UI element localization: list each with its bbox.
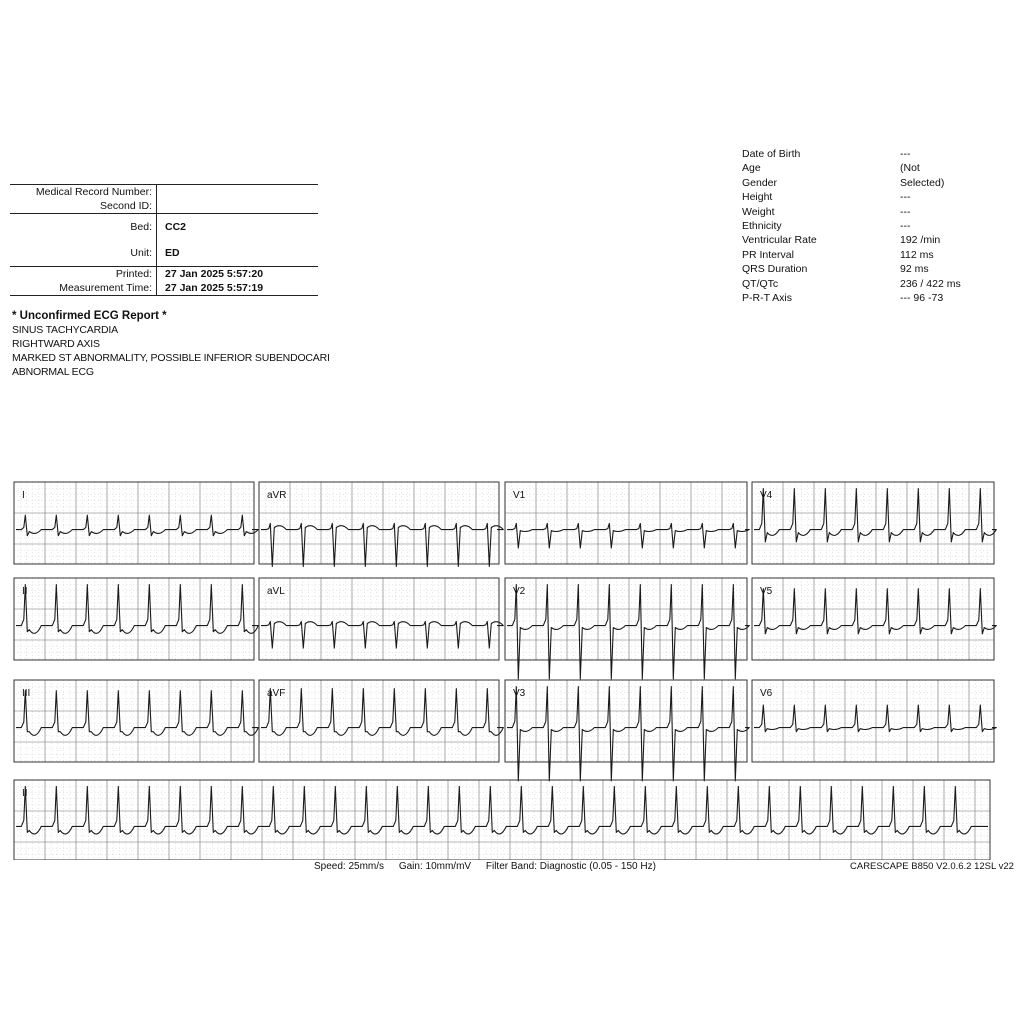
lead-panel-V1 xyxy=(505,482,749,564)
lead-label-V1: V1 xyxy=(513,490,526,501)
bed-value: CC2 xyxy=(165,221,187,233)
parameter-label: PR Interval xyxy=(742,248,794,261)
measurement-parameters xyxy=(742,148,982,306)
parameter-row xyxy=(742,191,982,205)
lead-label-V6: V6 xyxy=(760,688,773,699)
interpretation-line: SINUS TACHYCARDIA xyxy=(12,324,118,336)
parameter-value: --- xyxy=(900,219,911,232)
parameter-value: Selected) xyxy=(900,176,945,189)
parameter-row xyxy=(742,234,982,248)
lead-trace-V1 xyxy=(507,523,749,548)
filter-setting: Filter Band: Diagnostic (0.05 - 150 Hz) xyxy=(485,861,656,872)
mrn-value xyxy=(157,185,319,200)
lead-trace-II-rhythm xyxy=(16,786,988,834)
lead-trace-aVL xyxy=(261,622,503,649)
lead-panel-aVR xyxy=(259,482,503,567)
lead-trace-V3 xyxy=(507,687,749,781)
lead-trace-III xyxy=(16,691,258,736)
lead-label-V5: V5 xyxy=(760,586,773,597)
lead-panel-III xyxy=(14,680,258,762)
parameter-value: --- xyxy=(900,191,911,204)
parameter-label: Height xyxy=(742,191,773,204)
parameter-label: Gender xyxy=(742,176,778,189)
report-heading: * Unconfirmed ECG Report * xyxy=(12,310,167,322)
parameter-value: (Not xyxy=(900,162,920,175)
parameter-row xyxy=(742,249,982,263)
lead-label-I: I xyxy=(22,490,25,501)
lead-label-aVR: aVR xyxy=(267,490,287,501)
lead-panel-II xyxy=(14,578,258,660)
lead-label-V3: V3 xyxy=(513,688,526,699)
interpretation-line: ABNORMAL ECG xyxy=(12,366,94,378)
lead-panel-V4 xyxy=(752,482,996,564)
parameter-label: Ventricular Rate xyxy=(742,234,817,247)
parameter-value: --- xyxy=(900,148,911,160)
measurement-time-value: 27 Jan 2025 5:57:19 xyxy=(157,281,319,296)
parameter-label: Ethnicity xyxy=(742,219,782,232)
lead-panel-aVL xyxy=(259,578,503,660)
patient-id-table xyxy=(10,184,318,296)
acquisition-settings xyxy=(314,861,668,872)
bed-label: Bed: xyxy=(10,214,157,241)
lead-trace-aVR xyxy=(261,523,503,566)
lead-trace-V4 xyxy=(754,489,996,542)
lead-label-V4: V4 xyxy=(760,490,773,501)
parameter-row xyxy=(742,220,982,234)
measurement-time-label: Measurement Time: xyxy=(10,281,157,296)
lead-label-II-rhythm: II xyxy=(22,788,28,799)
parameter-row xyxy=(742,148,982,162)
parameter-row xyxy=(742,162,982,176)
parameter-label: Date of Birth xyxy=(742,148,801,160)
interpretation-line: RIGHTWARD AXIS xyxy=(12,338,100,350)
second-id-value xyxy=(157,199,319,214)
ecg-interpretation xyxy=(12,309,330,379)
unit-value: ED xyxy=(157,240,319,267)
lead-panel-V2 xyxy=(505,578,749,679)
lead-label-aVF: aVF xyxy=(267,688,286,699)
lead-label-V2: V2 xyxy=(513,586,526,597)
parameter-value: --- xyxy=(900,205,911,218)
parameter-value: 192 /min xyxy=(900,234,941,247)
lead-panel-I xyxy=(14,482,258,564)
lead-trace-V6 xyxy=(754,705,996,732)
lead-panel-II-rhythm xyxy=(14,780,990,860)
lead-trace-aVF xyxy=(261,689,503,736)
lead-trace-V2 xyxy=(507,585,749,679)
parameter-value: --- 96 -73 xyxy=(900,291,944,304)
gain-setting: Gain: 10mm/mV xyxy=(398,861,472,872)
lead-trace-V5 xyxy=(754,589,996,634)
lead-panel-V5 xyxy=(752,578,996,660)
parameter-label: QT/QTc xyxy=(742,277,779,290)
second-id-label: Second ID: xyxy=(10,199,157,214)
lead-label-aVL: aVL xyxy=(267,586,285,597)
lead-panel-V6 xyxy=(752,680,996,762)
parameter-label: Weight xyxy=(742,205,775,218)
lead-panel-V3 xyxy=(505,680,749,781)
parameter-label: Age xyxy=(742,162,761,175)
interpretation-line: MARKED ST ABNORMALITY, POSSIBLE INFERIOR SUBENDOCARI xyxy=(12,352,330,364)
unit-label: Unit: xyxy=(10,240,157,267)
device-version: CARESCAPE B850 V2.0.6.2 12SL v22 xyxy=(850,861,1014,872)
parameter-value: 112 ms xyxy=(900,248,934,261)
parameter-row xyxy=(742,278,982,292)
parameter-row xyxy=(742,206,982,220)
lead-label-II: II xyxy=(22,586,28,597)
ecg-tracing xyxy=(0,470,1024,860)
parameter-label: P-R-T Axis xyxy=(742,291,792,304)
lead-panel-aVF xyxy=(259,680,503,762)
parameter-row xyxy=(742,177,982,191)
speed-setting: Speed: 25mm/s xyxy=(314,861,385,872)
mrn-label: Medical Record Number: xyxy=(10,185,157,200)
parameter-row xyxy=(742,263,982,277)
printed-value: 27 Jan 2025 5:57:20 xyxy=(165,268,264,280)
printed-label: Printed: xyxy=(10,267,157,282)
parameter-label: QRS Duration xyxy=(742,263,808,276)
parameter-value: 92 ms xyxy=(900,263,929,276)
lead-label-III: III xyxy=(22,688,31,699)
parameter-value: 236 / 422 ms xyxy=(900,277,961,290)
parameter-row xyxy=(742,292,982,306)
